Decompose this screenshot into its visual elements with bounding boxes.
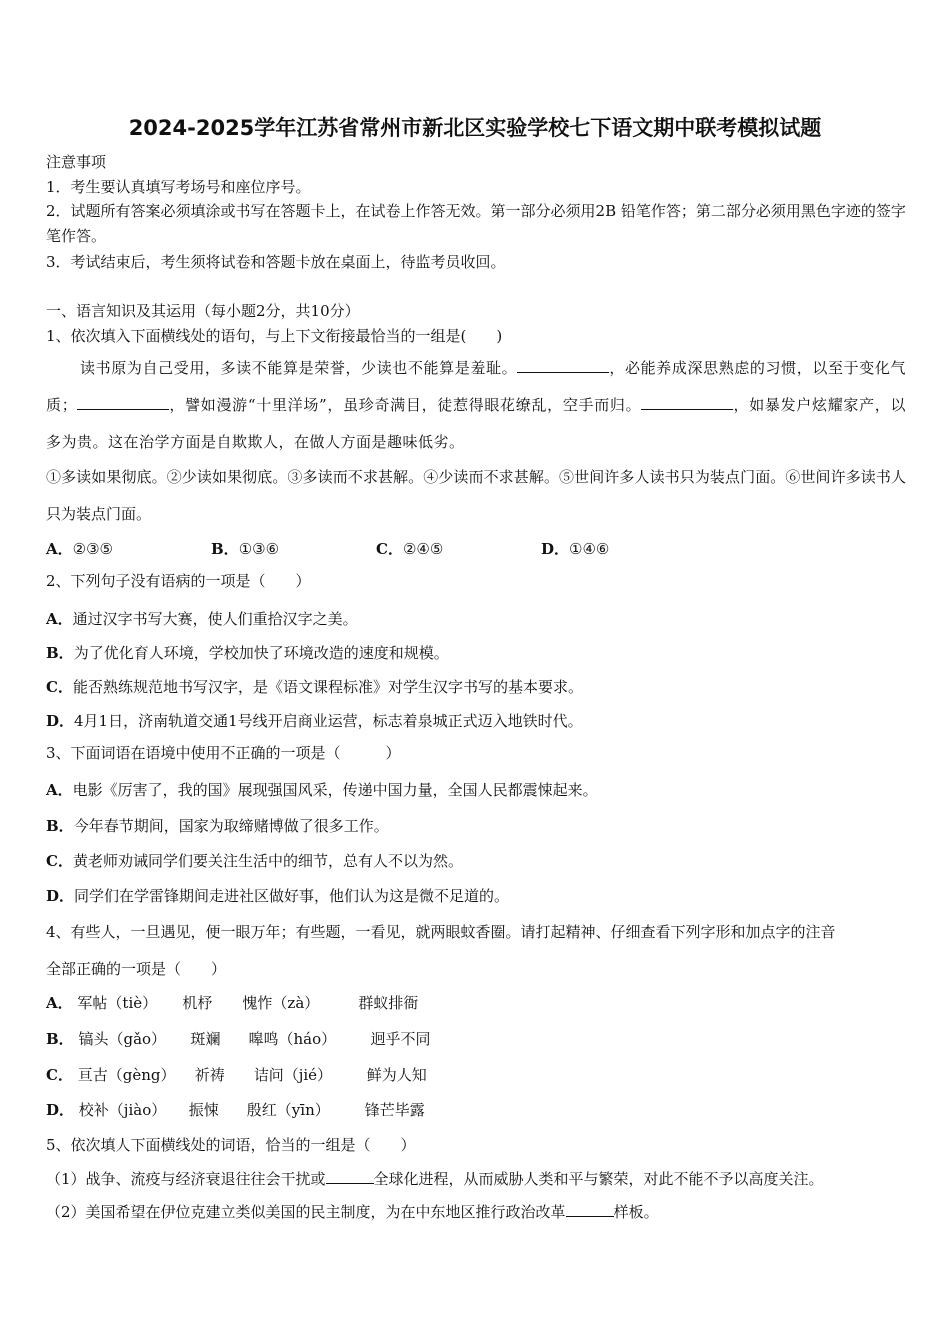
q3-option-d: D．同学们在学雷锋期间走进社区做好事，他们认为这是微不足道的。 <box>46 887 510 905</box>
q1-option-b: B．①③⑥ <box>211 540 280 558</box>
q1-option-d: D．①④⑥ <box>541 540 610 558</box>
q1-option-a: A．②③⑤ <box>46 540 113 558</box>
passage-part-3: ，譬如漫游“十里洋场”，虽珍奇满目，徒惹得眼花缭乱，空手而归。 <box>169 396 642 414</box>
passage-part-2: ，必能养成深思熟虑的习惯，以至于变化气质； <box>46 359 906 414</box>
q5-item-1: （1）战争、流疫与经济衰退往往会干扰或 全球化进程，从而威胁人类和平与繁荣，对此不能不予以高度关注。 <box>46 1170 824 1188</box>
question-2-stem: 2、下列句子没有语病的一项是（ ） <box>46 572 311 590</box>
section-heading: 一、语言知识及其运用（每小题2分，共10分） <box>46 302 360 320</box>
question-1-choices: ①多读如果彻底。②少读如果彻底。③多读而不求甚解。④少读而不求甚解。⑤世间许多人读书只为装点门面。⑥世间许多读书人只为装点门面。 <box>46 468 906 523</box>
q2-option-a: A．通过汉字书写大赛，使人们重拾汉字之美。 <box>46 610 358 628</box>
q2-option-b: B．为了优化育人环境，学校加快了环境改造的速度和规模。 <box>46 644 449 662</box>
q2-option-d: D．4月1日，济南轨道交通1号线开启商业运营，标志着泉城正式迈入地铁时代。 <box>46 712 583 730</box>
answer-blank <box>566 1202 614 1217</box>
q4-option-a: A． 军帖（tiè） 机杼 愧怍（zà） 群蚁排衙 <box>46 994 419 1012</box>
passage-part-1: 读书原为自己受用，多读不能算是荣誉，少读也不能算是羞耻。 <box>80 359 518 377</box>
q4-option-d: D． 校补（jiào） 振悚 殷红（yīn） 锋芒毕露 <box>46 1101 425 1119</box>
q3-option-a: A．电影《厉害了，我的国》展现强国风采，传递中国力量，全国人民都震悚起来。 <box>46 781 598 799</box>
q1-option-c: C．②④⑤ <box>376 540 444 558</box>
question-5-stem: 5、依次填人下面横线处的词语，恰当的一组是（ ） <box>46 1136 416 1154</box>
q3-option-b: B．今年春节期间，国家为取缔赌博做了很多工作。 <box>46 817 389 835</box>
answer-blank <box>641 395 733 410</box>
notice-heading: 注意事项 <box>46 153 107 171</box>
question-3-stem: 3、下面词语在语境中使用不正确的一项是（ ） <box>46 744 401 762</box>
notice-item-3: 3．考试结束后，考生须将试卷和答题卡放在桌面上，待监考员收回。 <box>46 253 506 271</box>
q3-option-c: C．黄老师劝诫同学们要关注生活中的细节，总有人不以为然。 <box>46 852 463 870</box>
question-1-stem: 1、依次填入下面横线处的语句，与上下文衔接最恰当的一组是( ) <box>46 327 503 345</box>
question-1-passage <box>46 350 906 461</box>
page-title: 2024-2025学年江苏省常州市新北区实验学校七下语文期中联考模拟试题 <box>128 116 822 140</box>
passage-part-4: ，如暴发户炫耀家产，以多为贵。这在治学方面是自欺欺人，在做人方面是趣味低劣。 <box>46 396 906 451</box>
q4-option-b: B． 镐头（gǎo） 斑斓 嗥鸣（háo） 迥乎不同 <box>46 1030 431 1048</box>
notice-item-2: 2．试题所有答案必须填涂或书写在答题卡上，在试卷上作答无效。第一部分必须用2B 铅笔作答；第二部分必须用黑色字迹的签字笔作答。 <box>46 202 906 245</box>
answer-blank <box>517 358 609 373</box>
answer-blank <box>77 395 169 410</box>
question-4-stem-line1: 4、有些人，一旦遇见，便一眼万年；有些题，一看见，就两眼蚊香圈。请打起精神、仔细查看下列字形和加点字的注音 <box>46 923 836 941</box>
q5-item-2: （2）美国希望在伊位克建立类似美国的民主制度，为在中东地区推行政治改革 样板。 <box>46 1203 659 1221</box>
question-4-stem-line2: 全部正确的一项是（ ） <box>46 960 227 978</box>
notice-item-1: 1．考生要认真填写考场号和座位序号。 <box>46 178 311 196</box>
q2-option-c: C．能否熟练规范地书写汉字，是《语文课程标准》对学生汉字书写的基本要求。 <box>46 678 583 696</box>
q4-option-c: C． 亘古（gèng） 祈祷 诘问（jié） 鲜为人知 <box>46 1066 427 1084</box>
answer-blank <box>326 1169 374 1184</box>
